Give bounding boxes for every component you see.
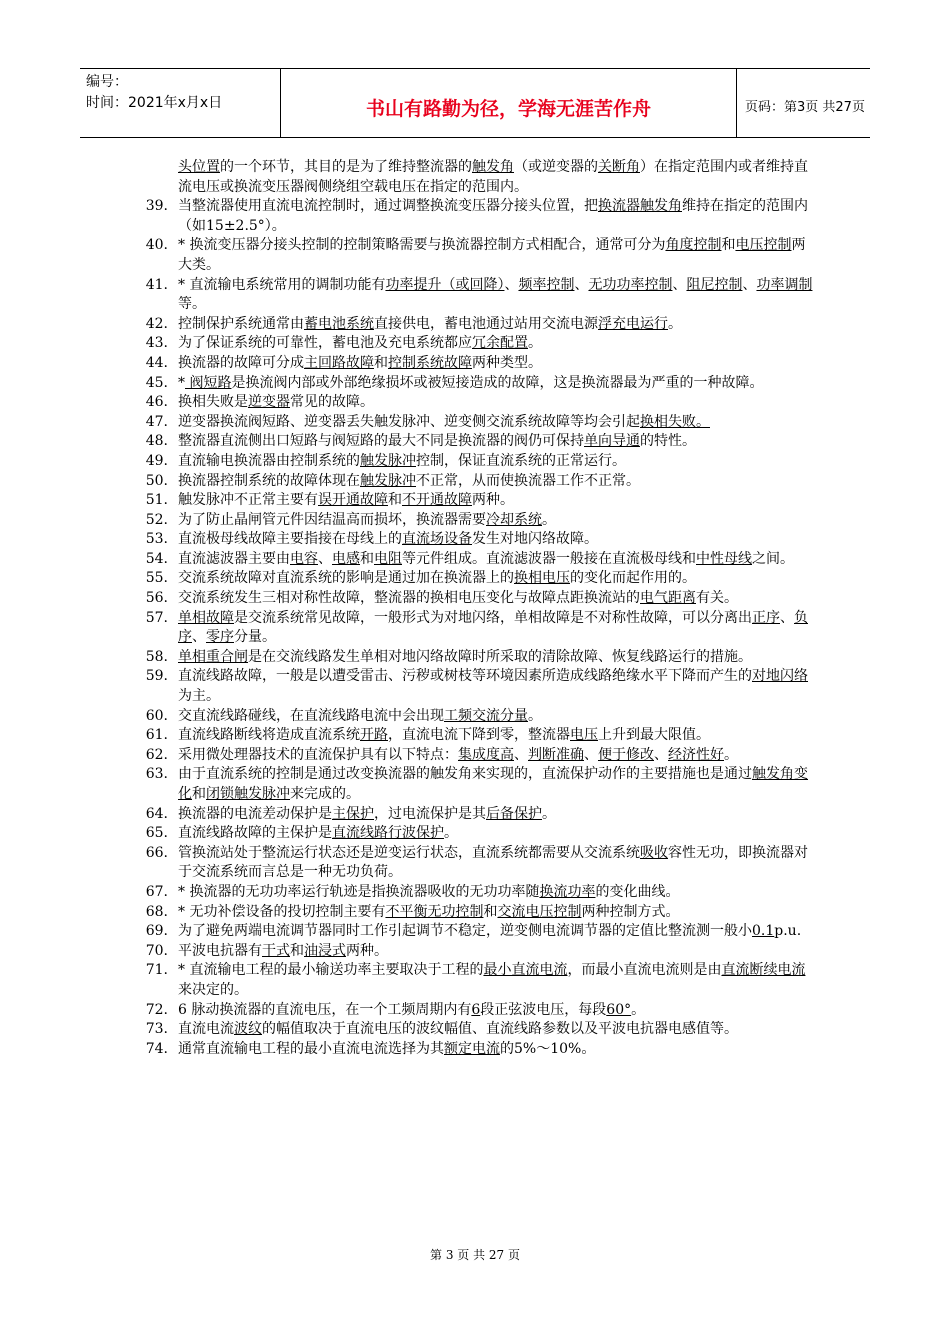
item-text: 两种。 bbox=[472, 492, 514, 509]
list-item bbox=[140, 942, 816, 962]
item-text: 分量。 bbox=[234, 629, 276, 646]
list-item bbox=[140, 1040, 816, 1060]
item-text: 有关。 bbox=[696, 590, 738, 607]
list-item bbox=[140, 354, 816, 374]
answer-blank: 正序 bbox=[752, 609, 780, 626]
item-text: 。 bbox=[542, 511, 556, 528]
item-number: 44. bbox=[145, 354, 168, 371]
item-text: 和 bbox=[483, 903, 498, 920]
list-item bbox=[140, 511, 816, 531]
item-text: 的5%～10%。 bbox=[500, 1040, 596, 1057]
list-item bbox=[140, 805, 816, 825]
page-header bbox=[80, 68, 870, 138]
list-item bbox=[140, 374, 816, 394]
answer-blank: 交流电压控制 bbox=[497, 903, 582, 920]
item-text: 、 bbox=[504, 276, 519, 293]
item-text: 。 bbox=[631, 1001, 646, 1018]
question-list bbox=[140, 158, 816, 1059]
item-text: * bbox=[178, 374, 185, 391]
list-item bbox=[140, 197, 816, 236]
item-number: 63. bbox=[145, 766, 168, 783]
item-number: 47. bbox=[145, 413, 168, 430]
answer-blank: 功率提升（或回降） bbox=[385, 276, 505, 293]
item-text: * 换流变压器分接头控制的控制策略需要与换流器控制方式相配合，通常可分为 bbox=[178, 237, 666, 254]
item-number: 65. bbox=[145, 825, 168, 842]
answer-blank: 角度控制 bbox=[665, 237, 722, 254]
item-text: 两种。 bbox=[346, 942, 388, 959]
item-number: 71. bbox=[145, 962, 168, 979]
item-text: 发生对地闪络故障。 bbox=[472, 531, 598, 548]
answer-blank: 冷却系统 bbox=[486, 511, 542, 528]
list-item bbox=[140, 1001, 816, 1021]
item-text: 的变化曲线。 bbox=[595, 883, 680, 900]
item-number: 74. bbox=[145, 1040, 168, 1057]
item-number: 73. bbox=[145, 1021, 168, 1038]
item-text: 交直流线路碰线，在直流线路电流中会出现 bbox=[178, 707, 444, 724]
item-text: 控制保护系统通常由 bbox=[178, 315, 304, 332]
answer-blank: 主回路故障 bbox=[304, 354, 374, 371]
item-text: 整流器直流侧出口短路与阀短路的最大不同是换流器的阀仍可保持 bbox=[178, 433, 584, 450]
item-text: 两种控制方式。 bbox=[581, 903, 680, 920]
header-page-info: 页码：第3页 共27页 bbox=[745, 99, 865, 115]
item-text: 的变化而起作用的。 bbox=[570, 570, 696, 587]
list-item bbox=[140, 903, 816, 923]
item-text: 通常直流输电工程的最小直流电流选择为其 bbox=[178, 1040, 444, 1057]
list-item bbox=[140, 550, 816, 570]
list-item bbox=[140, 315, 816, 335]
item-number: 52. bbox=[145, 511, 168, 528]
answer-blank: 最小直流电流 bbox=[483, 962, 568, 979]
list-item bbox=[140, 726, 816, 746]
item-text: 、 bbox=[574, 276, 589, 293]
item-text: * 直流输电工程的最小输送功率主要取决于工程的 bbox=[178, 962, 484, 979]
item-text: 。 bbox=[724, 746, 738, 763]
answer-blank: 对地闪络 bbox=[752, 668, 808, 685]
item-text: 和 bbox=[192, 786, 206, 802]
list-item bbox=[140, 472, 816, 492]
item-text: 直流电流 bbox=[178, 1021, 234, 1038]
item-text: 来决定的。 bbox=[178, 981, 248, 998]
list-item bbox=[140, 530, 816, 550]
list-item bbox=[140, 158, 816, 197]
item-number: 45. bbox=[145, 374, 168, 391]
answer-blank: 电气距离 bbox=[640, 590, 696, 607]
item-text: 等。 bbox=[178, 296, 206, 313]
item-text: 和 bbox=[374, 354, 388, 371]
answer-blank: 控制系统故障 bbox=[388, 354, 472, 371]
answer-blank: 额定电流 bbox=[444, 1040, 500, 1057]
item-text: 。 bbox=[668, 315, 682, 332]
list-item bbox=[140, 276, 816, 315]
answer-blank: 波纹 bbox=[234, 1021, 262, 1038]
item-text: 直流线路故障，一般是以遭受雷击、污秽或树枝等环境因素所造成线路绝缘水平下降而产生的 bbox=[178, 668, 752, 685]
item-number: 61. bbox=[145, 727, 168, 744]
list-item bbox=[140, 707, 816, 727]
answer-blank: 换流功率 bbox=[539, 883, 596, 900]
answer-blank: 不平衡无功控制 bbox=[385, 903, 484, 920]
answer-blank: 电压控制 bbox=[735, 237, 792, 254]
document-number-label: 编号： bbox=[86, 74, 128, 90]
answer-blank: 触发脉冲 bbox=[360, 472, 416, 489]
item-text: 、 bbox=[514, 746, 528, 763]
item-text: 。 bbox=[528, 335, 542, 352]
answer-blank: 单相故障 bbox=[178, 609, 234, 626]
item-text: 直流极母线故障主要指接在母线上的 bbox=[178, 531, 402, 548]
item-text: 、 bbox=[654, 746, 668, 763]
item-text: 交流系统发生三相对称性故障，整流器的换相电压变化与故障点距换流站的 bbox=[178, 590, 640, 607]
answer-blank: 电阻 bbox=[374, 550, 402, 567]
item-text: 逆变器换流阀短路、逆变器丢失触发脉冲、逆变侧交流系统故障等均会引起 bbox=[178, 413, 640, 430]
answer-blank: 便于修改 bbox=[598, 746, 654, 763]
item-number: 50. bbox=[145, 472, 168, 489]
answer-blank: 换相电压 bbox=[514, 570, 570, 587]
list-item bbox=[140, 883, 816, 903]
item-text: 管换流站处于整流运行状态还是逆变运行状态，直流系统都需要从交流系统 bbox=[178, 844, 640, 861]
answer-blank: 换相失败。 bbox=[640, 413, 710, 430]
answer-blank: 开路 bbox=[360, 727, 388, 744]
item-text: ，过电流保护是其 bbox=[374, 805, 486, 822]
item-text: 之间。 bbox=[752, 550, 794, 567]
item-text: 触发脉冲不正常主要有 bbox=[178, 492, 318, 509]
item-text: 维持在指定的范围内（如15±2.5°）。 bbox=[178, 198, 808, 234]
item-text: 直流线路断线将造成直流系统 bbox=[178, 727, 360, 744]
answer-blank: 后备保护 bbox=[486, 805, 542, 822]
item-text: 换流器的电流差动保护是 bbox=[178, 805, 332, 822]
list-item bbox=[140, 413, 816, 433]
answer-blank: 功率调制 bbox=[756, 276, 813, 293]
item-text: 不正常，从而使换流器工作不正常。 bbox=[416, 472, 640, 489]
list-item bbox=[140, 746, 816, 766]
list-item bbox=[140, 236, 816, 275]
item-text: 、 bbox=[192, 629, 206, 646]
item-text: 为了防止晶闸管元件因结温高而损坏，换流器需要 bbox=[178, 511, 486, 528]
item-text: 平波电抗器有 bbox=[178, 942, 262, 959]
item-number: 49. bbox=[145, 452, 168, 469]
item-number: 70. bbox=[145, 942, 168, 959]
item-text: 等元件组成。直流滤波器一般接在直流极母线和 bbox=[402, 550, 696, 567]
answer-blank: 频率控制 bbox=[518, 276, 575, 293]
item-text: 为主。 bbox=[178, 688, 220, 705]
item-text: 和 bbox=[721, 237, 736, 254]
item-number: 48. bbox=[145, 433, 168, 450]
answer-blank: 电感 bbox=[332, 550, 360, 567]
item-number: 58. bbox=[145, 648, 168, 665]
answer-blank: 60° bbox=[606, 1001, 632, 1018]
item-number: 66. bbox=[145, 844, 168, 861]
answer-blank: 直流线路行波保护 bbox=[332, 825, 444, 842]
answer-blank: 经济性好 bbox=[668, 746, 724, 763]
item-text: 、 bbox=[318, 550, 332, 567]
list-item bbox=[140, 432, 816, 452]
answer-blank: 判断准确 bbox=[528, 746, 584, 763]
item-text: 、 bbox=[584, 746, 598, 763]
item-text: 。 bbox=[444, 825, 458, 842]
answer-blank: 触发角 bbox=[472, 159, 514, 175]
list-item bbox=[140, 569, 816, 589]
item-text: 两种类型。 bbox=[472, 354, 542, 371]
item-text: 换流器控制系统的故障体现在 bbox=[178, 472, 360, 489]
item-number: 72. bbox=[145, 1001, 168, 1018]
item-number: 57. bbox=[145, 609, 168, 626]
answer-blank: 阻尼控制 bbox=[686, 276, 743, 293]
item-text: * 直流输电系统常用的调制功能有 bbox=[178, 276, 386, 293]
list-item bbox=[140, 1020, 816, 1040]
item-text: 交流系统故障对直流系统的影响是通过加在换流器上的 bbox=[178, 570, 514, 587]
answer-blank: 阀短路 bbox=[185, 374, 232, 391]
item-text: 和 bbox=[388, 492, 402, 509]
list-item bbox=[140, 491, 816, 511]
item-text: 。 bbox=[528, 707, 542, 724]
answer-blank: 换流器触发角 bbox=[598, 198, 682, 215]
item-text: * 无功补偿设备的投切控制主要有 bbox=[178, 903, 386, 920]
item-text: 和 bbox=[360, 550, 374, 567]
item-text: 的特性。 bbox=[640, 433, 696, 450]
answer-blank: 冗余配置 bbox=[472, 335, 528, 352]
answer-blank: 主保护 bbox=[332, 805, 374, 822]
item-number: 56. bbox=[145, 590, 168, 607]
answer-blank: 直流场设备 bbox=[402, 531, 472, 548]
answer-blank: 负序 bbox=[178, 609, 808, 646]
item-text: 控制，保证直流系统的正常运行。 bbox=[416, 452, 626, 469]
answer-blank: 误开通故障 bbox=[318, 492, 388, 509]
answer-blank: 关断角 bbox=[598, 159, 640, 175]
item-text: 常见的故障。 bbox=[290, 394, 374, 411]
list-item bbox=[140, 844, 816, 883]
item-text: 、 bbox=[780, 609, 794, 626]
item-number: 60. bbox=[145, 707, 168, 724]
item-number: 59. bbox=[145, 668, 168, 685]
item-text: 的幅值取决于直流电压的波纹幅值、直流线路参数以及平波电抗器电感值等。 bbox=[262, 1021, 738, 1038]
item-text: 采用微处理器技术的直流保护具有以下特点： bbox=[178, 746, 458, 763]
item-number: 39. bbox=[145, 198, 168, 215]
item-text: 由于直流系统的控制是通过改变换流器的触发角来实现的，直流保护动作的主要措施也是通过 bbox=[178, 766, 752, 783]
item-text: 的一个环节，其目的是为了维持整流器的 bbox=[220, 159, 472, 175]
item-text: 直流滤波器主要由 bbox=[178, 550, 290, 567]
item-text: ，直流电流下降到零，整流器 bbox=[388, 727, 570, 744]
item-text: 。 bbox=[542, 805, 556, 822]
item-text: 段正弦波电压，每段 bbox=[480, 1001, 607, 1018]
item-text: 换流器的故障可分成 bbox=[178, 354, 304, 371]
list-item bbox=[140, 765, 816, 804]
document-time-label: 时间：2021年x月x日 bbox=[86, 95, 223, 111]
list-item bbox=[140, 824, 816, 844]
item-text: p.u. bbox=[774, 923, 802, 940]
answer-blank: 工频交流分量 bbox=[444, 707, 528, 724]
item-number: 55. bbox=[145, 570, 168, 587]
item-text: 是交流系统常见故障，一般形式为对地闪络，单相故障是不对称性故障，可以分离出 bbox=[234, 609, 752, 626]
answer-blank: 干式 bbox=[262, 942, 290, 959]
item-number: 42. bbox=[145, 315, 168, 332]
item-number: 53. bbox=[145, 531, 168, 548]
item-text: 两大类。 bbox=[178, 237, 806, 273]
item-text: 上升到最大限值。 bbox=[598, 727, 710, 744]
item-text: 和 bbox=[290, 942, 304, 959]
item-number: 51. bbox=[145, 492, 168, 509]
answer-blank: 闭锁触发脉冲 bbox=[206, 786, 290, 802]
item-number: 43. bbox=[145, 335, 168, 352]
answer-blank: 单相重合闸 bbox=[178, 648, 248, 665]
answer-blank: 触发角变化 bbox=[178, 766, 808, 802]
answer-blank: 不开通故障 bbox=[402, 492, 472, 509]
header-meta bbox=[80, 69, 280, 137]
item-number: 62. bbox=[145, 746, 168, 763]
list-item bbox=[140, 393, 816, 413]
item-number: 69. bbox=[145, 923, 168, 940]
item-text: 是换流阀内部或外部绝缘损坏或被短接造成的故障，这是换流器最为严重的一种故障。 bbox=[231, 374, 764, 391]
list-item bbox=[140, 667, 816, 706]
item-text: ，而最小直流电流则是由 bbox=[567, 962, 722, 979]
list-item bbox=[140, 961, 816, 1000]
item-text: 是在交流线路发生单相对地闪络故障时所采取的清除故障、恢复线路运行的措施。 bbox=[248, 648, 752, 665]
item-text: 直接供电，蓄电池通过站用交流电源 bbox=[374, 315, 598, 332]
item-number: 40. bbox=[145, 237, 168, 254]
item-text: ）在指定范围内或者维持直流电压或换流变压器阀侧绕组空载电压在指定的范围内。 bbox=[178, 159, 808, 195]
item-text: 为了避免两端电流调节器同时工作引起调节不稳定，逆变侧电流调节器的定值比整流测一般小 bbox=[178, 923, 752, 940]
item-text: 直流输电换流器由控制系统的 bbox=[178, 452, 360, 469]
list-item bbox=[140, 452, 816, 472]
page-footer: 第 3 页 共 27 页 bbox=[430, 1248, 520, 1262]
item-number: 64. bbox=[145, 805, 168, 822]
answer-blank: 电容 bbox=[290, 550, 318, 567]
item-text: 为了保证系统的可靠性，蓄电池及充电系统都应 bbox=[178, 335, 472, 352]
answer-blank: 中性母线 bbox=[696, 550, 752, 567]
answer-blank: 无功功率控制 bbox=[588, 276, 673, 293]
answer-blank: 浮充电运行 bbox=[598, 315, 668, 332]
answer-blank: 直流断续电流 bbox=[721, 962, 806, 979]
answer-blank: 逆变器 bbox=[248, 394, 290, 411]
answer-blank: 触发脉冲 bbox=[360, 452, 416, 469]
answer-blank: 头位置 bbox=[178, 159, 220, 175]
answer-blank: 吸收 bbox=[640, 844, 668, 861]
list-item bbox=[140, 589, 816, 609]
answer-blank: 电压 bbox=[570, 727, 598, 744]
answer-blank: 零序 bbox=[206, 629, 234, 646]
item-text: 6 脉动换流器的直流电压，在一个工频周期内有 bbox=[178, 1001, 472, 1018]
item-text: 直流线路故障的主保护是 bbox=[178, 825, 332, 842]
item-text: * 换流器的无功功率运行轨迹是指换流器吸收的无功功率随 bbox=[178, 883, 540, 900]
item-number: 54. bbox=[145, 550, 168, 567]
item-number: 68. bbox=[145, 903, 168, 920]
answer-blank: 集成度高 bbox=[458, 746, 514, 763]
list-item bbox=[140, 648, 816, 668]
list-item bbox=[140, 609, 816, 648]
item-number: 46. bbox=[145, 394, 168, 411]
item-text: 、 bbox=[672, 276, 687, 293]
list-item bbox=[140, 922, 816, 942]
answer-blank: 6 bbox=[471, 1001, 481, 1018]
answer-blank: 单向导通 bbox=[584, 433, 640, 450]
item-text: 、 bbox=[742, 276, 757, 293]
item-number: 67. bbox=[145, 883, 168, 900]
item-text: （或逆变器的 bbox=[514, 159, 598, 175]
item-number: 41. bbox=[145, 276, 168, 293]
item-text: 换相失败是 bbox=[178, 394, 248, 411]
list-item bbox=[140, 334, 816, 354]
answer-blank: 蓄电池系统 bbox=[304, 315, 374, 332]
item-text: 容性无功，即换流器对于交流系统而言总是一种无功负荷。 bbox=[178, 844, 808, 881]
header-motto: 书山有路勤为径，学海无涯苦作舟 bbox=[280, 69, 737, 137]
item-text: 当整流器使用直流电流控制时，通过调整换流变压器分接头位置，把 bbox=[178, 198, 598, 215]
item-text: 来完成的。 bbox=[290, 786, 360, 802]
answer-blank: 油浸式 bbox=[304, 942, 346, 959]
answer-blank: 0.1 bbox=[752, 923, 775, 940]
